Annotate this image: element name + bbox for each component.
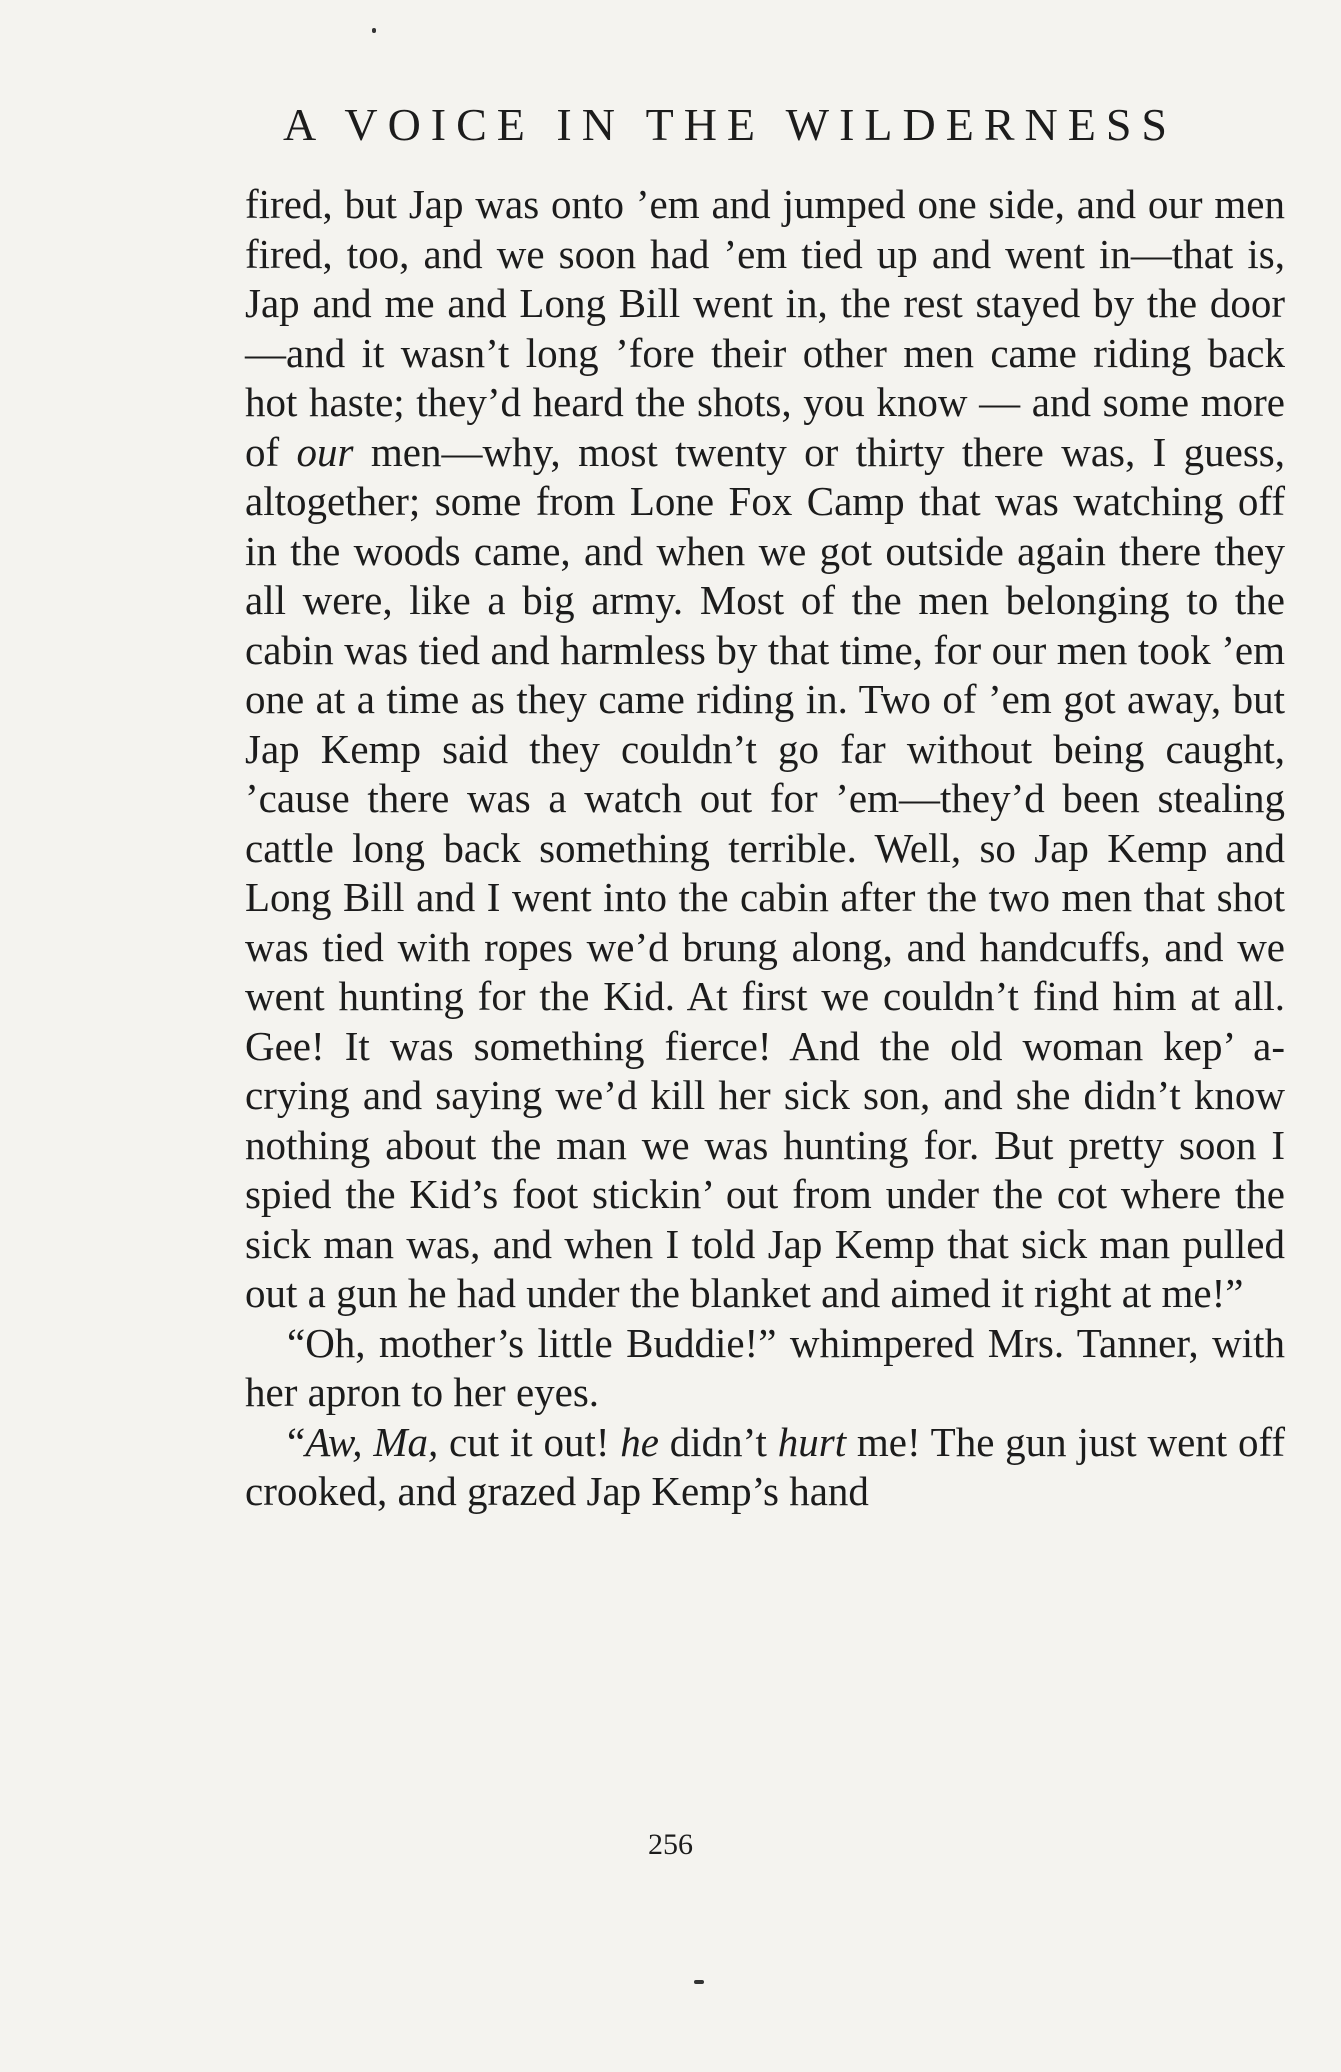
text-run: cut it out!: [438, 1418, 621, 1465]
text-run: “: [287, 1418, 306, 1465]
text-run: “Oh, mother’s little Buddie!” whimpered Mrs. Tanner, with her apron to her eyes.: [245, 1319, 1285, 1415]
italic-text: our: [296, 428, 354, 475]
paragraph: [245, 180, 1285, 1319]
paragraph: [245, 1418, 1285, 1517]
text-run: men—why, most twenty or thirty there was, I guess, altogether; some from Lone Fox Camp that was watching off in the woods came, and when we got outside again there they all were, like a big army. Most of the men belonging to the cabin was tied and harmless by that time, for our men took ’em one at a time as they came riding in. Two of ’em got away, but Jap Kemp said they couldn’t go far without being caught, ’cause there was a watch out for ’em—they’d been stealing cattle long back something terrible. Well, so Jap Kemp and Long Bill and I went into the cabin after the two men that shot was tied with ropes we’d brung along, and handcuffs, and we went hunting for the Kid. At first we couldn’t find him at all. Gee! It was something fierce! And the old woman kep’ a-crying and saying we’d kill her sick son, and she didn’t know nothing about the man we was hunting for. But pretty soon I spied the Kid’s foot stickin’ out from under the cot where the sick man was, and when I told Jap Kemp that sick man pulled out a gun he had under the blanket and aimed it right at me!”: [245, 428, 1286, 1316]
text-run: didn’t: [658, 1418, 778, 1465]
text-run: me! The gun just went off crooked, and grazed Jap Kemp’s hand: [245, 1418, 1286, 1514]
paragraph: [245, 1319, 1285, 1418]
running-head: A VOICE IN THE WILDERNESS: [283, 99, 1177, 150]
top-speck: [372, 28, 376, 33]
text-run: fired, but Jap was onto ’em and jumped one side, and our men fired, too, and we soon had ’em tied up and went in—that is, Jap and me and Long Bill went in, the rest stayed by the door—and it wasn’t long ’fore their other men came riding back hot haste; they’d heard the shots, you know — and some more of: [245, 181, 1285, 475]
page-number: 256: [648, 1828, 693, 1861]
bottom-ink-mark: [694, 1980, 704, 1984]
italic-text: Aw, Ma,: [305, 1418, 439, 1465]
italic-text: hurt: [777, 1418, 847, 1465]
italic-text: he: [620, 1418, 659, 1465]
body-text: [245, 180, 1285, 1517]
